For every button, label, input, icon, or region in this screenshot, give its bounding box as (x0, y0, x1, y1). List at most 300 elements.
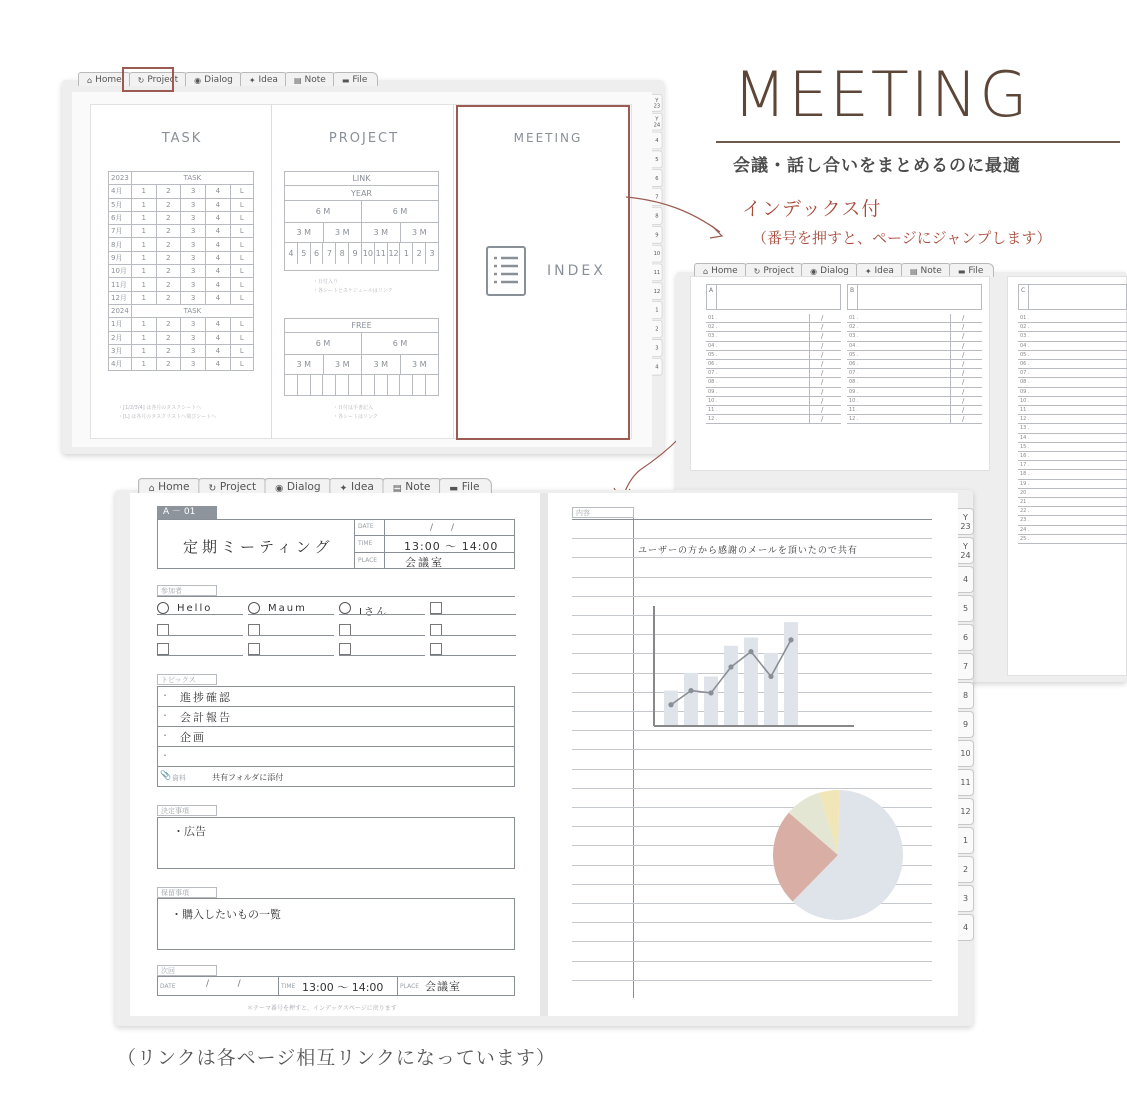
task-link-cell[interactable]: 4 (205, 225, 230, 238)
content-rule (572, 596, 932, 597)
index-row[interactable] (1018, 314, 1127, 323)
index-row[interactable] (706, 323, 841, 332)
task-link-cell[interactable]: 4 (205, 358, 230, 371)
task-link-cell[interactable]: L (230, 185, 253, 198)
participant-checkbox[interactable] (430, 643, 442, 655)
index-row-number: 08 . (708, 379, 718, 386)
task-link-cell[interactable]: 4 (205, 291, 230, 304)
task-link-cell[interactable]: L (230, 331, 253, 344)
task-link-cell[interactable]: 1 (131, 291, 156, 304)
index-row[interactable] (1018, 332, 1127, 341)
next-divider-2 (397, 976, 398, 996)
side-tab[interactable]: 4 (652, 358, 662, 376)
link-cell[interactable]: 3 M (323, 223, 362, 242)
participant-rule (430, 635, 516, 636)
index-row-number: 10 . (1020, 397, 1030, 404)
chart-point (788, 637, 793, 642)
link-cell[interactable]: 3 (425, 243, 438, 264)
index-row-slash: / (962, 360, 965, 368)
index-row[interactable] (1018, 461, 1127, 470)
page-subtitle: 会議・話し合いをまとめるのに最適 (733, 156, 1021, 176)
index-column-a (706, 284, 841, 474)
home-icon: ⌂ (148, 482, 155, 493)
task-link-cell[interactable]: L (230, 318, 253, 331)
index-row[interactable] (1018, 452, 1127, 461)
task-link-cell[interactable]: 1 (131, 358, 156, 371)
task-link-cell[interactable]: L (230, 358, 253, 371)
task-link-cell[interactable]: 1 (131, 198, 156, 211)
task-link-cell[interactable]: 1 (131, 331, 156, 344)
index-row[interactable] (1018, 360, 1127, 369)
task-link-cell[interactable]: 2 (156, 331, 181, 344)
task-link-cell[interactable]: 3 (181, 198, 206, 211)
index-row[interactable] (706, 314, 841, 323)
task-link-cell[interactable]: 1 (131, 211, 156, 224)
index-row-number: 07 . (1020, 370, 1030, 377)
link-cell[interactable]: 11 (374, 243, 387, 264)
task-link-cell[interactable]: 4 (205, 344, 230, 357)
bar-line-chart (646, 602, 860, 730)
side-tab[interactable]: Y 24 (958, 537, 974, 564)
next-date-slashes: / / (206, 979, 241, 989)
index-row[interactable] (1018, 480, 1127, 489)
side-tab[interactable]: 11 (652, 264, 662, 282)
index-row-number: 05 . (849, 351, 859, 358)
task-link-cell[interactable]: 4 (205, 251, 230, 264)
side-tab[interactable]: 12 (958, 798, 974, 825)
side-tab[interactable]: 3 (958, 885, 974, 912)
index-row[interactable] (706, 397, 841, 406)
index-row-number: 22 . (1020, 508, 1030, 515)
task-link-cell[interactable]: 3 (181, 238, 206, 251)
topic-rule (157, 706, 515, 707)
task-link-cell[interactable]: 2 (156, 358, 181, 371)
index-row[interactable] (706, 369, 841, 378)
side-tab[interactable]: 9 (958, 711, 974, 738)
task-link-cell[interactable]: 1 (131, 278, 156, 291)
index-row-number: 01 . (708, 315, 718, 321)
side-tab[interactable]: 5 (958, 595, 974, 622)
tab-note[interactable] (901, 263, 953, 277)
side-tab[interactable]: 4 (652, 132, 662, 150)
free-cell[interactable]: 3 M (361, 355, 400, 374)
side-tab[interactable]: 3 (652, 339, 662, 357)
tab-label: File (968, 266, 984, 276)
task-link-cell[interactable]: 3 (181, 331, 206, 344)
link-cell[interactable]: 3 M (400, 223, 439, 242)
index-row-slash: / (962, 387, 965, 396)
index-row[interactable] (706, 406, 841, 415)
next-divider-1 (278, 976, 279, 996)
topic-bullet: ・ (161, 711, 169, 720)
tab-label: Note (304, 75, 326, 85)
task-link-cell[interactable]: L (230, 344, 253, 357)
task-link-cell[interactable]: 2 (156, 251, 181, 264)
task-link-cell[interactable]: 4 (205, 265, 230, 278)
topic-bullet: ・ (161, 751, 169, 760)
index-row[interactable] (847, 351, 982, 360)
task-link-cell[interactable]: L (230, 291, 253, 304)
index-column-header (1018, 284, 1127, 310)
side-tab[interactable]: 10 (652, 245, 662, 263)
task-link-cell[interactable]: 2 (156, 318, 181, 331)
side-tab[interactable]: 2 (958, 856, 974, 883)
task-link-cell[interactable]: 1 (131, 225, 156, 238)
link-cell[interactable]: 8 (335, 243, 348, 264)
index-row-number: 06 . (849, 361, 859, 367)
free-cell[interactable]: 3 M (296, 360, 312, 369)
side-tab[interactable]: 9 (652, 226, 662, 244)
next-place-label: PLACE (400, 983, 420, 990)
chart-bar (684, 673, 698, 726)
index-row[interactable] (847, 360, 982, 369)
side-tab[interactable]: 11 (958, 769, 974, 796)
topics-label: トピックス (157, 674, 217, 685)
index-row-number: 11 . (708, 407, 718, 413)
index-row[interactable] (847, 332, 982, 341)
decisions-label: 決定事項 (157, 805, 217, 816)
index-row-divider (809, 342, 810, 351)
tab-label: File (461, 481, 480, 494)
tab-label: Project (219, 481, 257, 494)
tab-idea[interactable] (856, 263, 905, 277)
index-row[interactable] (1018, 489, 1127, 498)
index-row-number: 08 . (1020, 379, 1030, 386)
task-link-cell[interactable]: 2 (156, 278, 181, 291)
idea-icon: ✦ (864, 266, 872, 276)
month-label: 12月 (109, 291, 132, 304)
time-label: TIME (358, 540, 373, 547)
index-column-c (1018, 284, 1127, 669)
index-row-slash: / (962, 369, 965, 378)
index-row-number: 08 . (849, 379, 859, 386)
task-link-cell[interactable]: 3 (181, 225, 206, 238)
task-link-cell[interactable]: L (230, 198, 253, 211)
participant-checkbox[interactable] (248, 643, 260, 655)
next-time-label: TIME (281, 983, 296, 990)
index-row[interactable] (1018, 406, 1127, 415)
tab-label: Dialog (286, 481, 321, 494)
tab-home[interactable] (694, 263, 749, 277)
index-row[interactable] (847, 378, 982, 387)
index-row[interactable] (1018, 516, 1127, 525)
side-tab[interactable]: 2 (652, 320, 662, 338)
task-link-cell[interactable]: 3 (181, 185, 206, 198)
side-tab[interactable]: 1 (652, 301, 662, 319)
task-link-cell[interactable]: L (230, 278, 253, 291)
index-row[interactable] (1018, 369, 1127, 378)
decisions-box (157, 817, 515, 869)
month-label: 9月 (109, 251, 132, 264)
task-link-cell[interactable]: 2 (156, 185, 181, 198)
index-row[interactable] (847, 406, 982, 415)
index-row[interactable] (1018, 388, 1127, 397)
task-link-cell[interactable]: 1 (131, 251, 156, 264)
participant-checkbox[interactable] (248, 602, 260, 614)
task-link-cell[interactable]: 4 (205, 185, 230, 198)
index-row[interactable] (706, 378, 841, 387)
index-row[interactable] (1018, 397, 1127, 406)
participant-checkbox[interactable] (339, 643, 351, 655)
task-link-cell[interactable]: 3 (181, 318, 206, 331)
content-rule (572, 980, 932, 981)
participant-name: Maum (268, 603, 307, 614)
task-link-cell[interactable]: 4 (205, 318, 230, 331)
index-row[interactable] (706, 415, 841, 424)
index-row-number: 01 . (1020, 315, 1030, 321)
index-row[interactable] (847, 342, 982, 351)
index-row-divider (950, 342, 951, 351)
index-row-number: 20 . (1020, 489, 1030, 496)
task-link-cell[interactable]: 3 (181, 344, 206, 357)
side-tab[interactable]: 1 (958, 827, 974, 854)
index-row-number: 11 . (849, 407, 859, 413)
task-link-cell[interactable]: L (230, 251, 253, 264)
participant-checkbox[interactable] (157, 602, 169, 614)
index-row-slash: / (821, 332, 824, 341)
tab-label: Project (763, 266, 795, 276)
index-row-number: 23 . (1020, 517, 1030, 524)
link-cell[interactable]: 3 M (361, 223, 400, 242)
note-icon: ▤ (909, 266, 918, 276)
link-cell[interactable]: 3 M (296, 228, 312, 237)
participant-checkbox[interactable] (430, 602, 442, 614)
index-row-slash: / (821, 387, 824, 396)
task-link-cell[interactable]: L (230, 265, 253, 278)
month-label: 3月 (109, 344, 132, 357)
link-cell[interactable]: 7 (322, 243, 335, 264)
task-link-cell[interactable]: 2 (156, 225, 181, 238)
footer-caption: （リンクは各ページ相互リンクになっています） (117, 1047, 556, 1069)
index-row[interactable] (1018, 535, 1127, 544)
tab-label: Note (920, 266, 942, 276)
free-cell[interactable]: 3 M (323, 355, 362, 374)
task-link-cell[interactable]: 4 (205, 331, 230, 344)
index-row[interactable] (847, 314, 982, 323)
participant-checkbox[interactable] (339, 602, 351, 614)
participant-rule (248, 614, 334, 615)
side-tab[interactable]: Y 24 (652, 113, 662, 131)
index-row[interactable] (1018, 507, 1127, 516)
side-tab[interactable]: 6 (652, 169, 662, 187)
side-tab[interactable]: Y 23 (652, 94, 662, 112)
task-link-cell[interactable]: 3 (181, 358, 206, 371)
tab-file[interactable] (949, 263, 995, 277)
meeting-column-title[interactable]: MEETING (513, 131, 583, 145)
link-cell[interactable]: 6 (310, 243, 323, 264)
task-link-cell[interactable]: 3 (181, 251, 206, 264)
link-cell[interactable]: 1 (399, 243, 412, 264)
index-row[interactable] (706, 332, 841, 341)
task-link-cell[interactable]: 3 (181, 291, 206, 304)
index-feature-note: （番号を押すと、ページにジャンプします） (752, 229, 1052, 247)
tab-label: File (352, 75, 368, 85)
index-row-slash: / (962, 415, 965, 424)
index-row[interactable] (1018, 526, 1127, 535)
index-row[interactable] (847, 388, 982, 397)
project-icon: ↻ (208, 482, 217, 493)
index-row-number: 09 . (1020, 388, 1030, 395)
side-tab[interactable]: 5 (652, 151, 662, 169)
task-link-cell[interactable]: 1 (131, 238, 156, 251)
task-section-label: TASK (131, 304, 253, 317)
index-row[interactable] (1018, 424, 1127, 433)
idea-icon: ✦ (339, 482, 348, 493)
task-column-title: TASK (161, 131, 203, 146)
index-row-divider (950, 314, 951, 323)
index-row[interactable] (1018, 498, 1127, 507)
side-tab[interactable]: 7 (958, 653, 974, 680)
side-tab[interactable]: 8 (652, 207, 662, 225)
index-row[interactable] (1018, 342, 1127, 351)
tab-project[interactable] (745, 263, 806, 277)
task-link-cell[interactable]: 2 (156, 291, 181, 304)
index-row-slash: / (821, 360, 824, 368)
index-row-slash: / (962, 314, 965, 322)
link-cell[interactable]: 2 (412, 243, 425, 264)
side-tab[interactable]: Y 23 (958, 508, 974, 535)
index-row[interactable] (706, 351, 841, 360)
free-cell[interactable]: 6 M (315, 339, 331, 348)
index-row-divider (950, 369, 951, 378)
task-link-cell[interactable]: L (230, 225, 253, 238)
side-tab[interactable]: 12 (652, 283, 662, 301)
index-row[interactable] (706, 388, 841, 397)
link-cell[interactable]: 5 (297, 243, 310, 264)
link-cell[interactable]: 9 (348, 243, 361, 264)
side-tab[interactable]: 4 (958, 914, 974, 941)
task-link-cell[interactable]: 2 (156, 344, 181, 357)
month-label: 4月 (109, 185, 132, 198)
index-row[interactable] (847, 415, 982, 424)
task-link-cell[interactable]: 1 (131, 185, 156, 198)
index-column-letter: A (709, 287, 714, 294)
index-row[interactable] (1018, 415, 1127, 424)
index-row-number: 21 . (1020, 499, 1030, 505)
index-row[interactable] (706, 342, 841, 351)
side-tab[interactable]: 10 (958, 740, 974, 767)
participant-rule (248, 635, 334, 636)
index-label[interactable]: INDEX (547, 263, 606, 279)
chart-bar (764, 653, 778, 726)
link-cell[interactable]: LINK (352, 174, 371, 183)
free-cell[interactable]: 3 M (400, 355, 439, 374)
title-box-divider-2 (384, 519, 385, 569)
task-link-cell[interactable]: 2 (156, 211, 181, 224)
index-row[interactable] (847, 369, 982, 378)
next-meeting-label: 次回 (157, 965, 217, 976)
participant-checkbox[interactable] (157, 643, 169, 655)
index-row-number: 06 . (708, 361, 718, 367)
task-link-cell[interactable]: 4 (205, 198, 230, 211)
link-cell[interactable]: YEAR (351, 188, 372, 198)
index-row[interactable] (1018, 378, 1127, 387)
side-tab[interactable]: 7 (652, 188, 662, 206)
index-row[interactable] (847, 397, 982, 406)
tab-label: Home (158, 481, 190, 494)
index-row[interactable] (706, 360, 841, 369)
task-link-cell[interactable]: 1 (131, 318, 156, 331)
participant-rule (157, 635, 243, 636)
index-row-slash: / (962, 350, 965, 359)
task-link-cell[interactable]: 2 (156, 238, 181, 251)
link-cell[interactable]: 6 M (315, 207, 331, 216)
task-link-cell[interactable]: 4 (205, 278, 230, 291)
index-row-slash: / (821, 314, 824, 322)
next-time-value: 13:00 ～ 14:00 (302, 981, 384, 994)
task-link-cell[interactable]: 3 (181, 265, 206, 278)
task-link-cell[interactable]: 1 (131, 344, 156, 357)
task-link-cell[interactable]: L (230, 211, 253, 224)
index-header-divider (1028, 284, 1029, 310)
task-link-cell[interactable]: 2 (156, 198, 181, 211)
task-link-cell[interactable]: 3 (181, 211, 206, 224)
side-tab[interactable]: 8 (958, 682, 974, 709)
title-box-divider (354, 519, 355, 569)
content-text: ユーザーの方から感謝のメールを頂いたので共有 (638, 546, 858, 556)
index-row-number: 06 . (1020, 361, 1030, 367)
month-label: 6月 (109, 211, 132, 224)
index-feature-label: インデックス付 (742, 198, 882, 220)
index-row-number: 14 . (1020, 434, 1030, 441)
index-row-slash: / (962, 396, 965, 405)
index-row-divider (950, 388, 951, 397)
time-value: 13:00 ～ 14:00 (404, 540, 499, 553)
index-row[interactable] (1018, 351, 1127, 360)
content-rule (572, 519, 932, 520)
task-link-cell[interactable]: 4 (205, 211, 230, 224)
free-cell[interactable]: 6 M (361, 333, 438, 354)
dialog-icon: ◉ (275, 482, 284, 493)
place-label: PLACE (358, 557, 378, 564)
task-link-cell[interactable]: 2 (156, 265, 181, 278)
index-row-number: 10 . (708, 397, 718, 404)
index-row-divider (950, 351, 951, 360)
index-row-divider (950, 397, 951, 406)
content-rule (572, 941, 932, 942)
index-row[interactable] (847, 323, 982, 332)
index-row[interactable] (1018, 443, 1127, 452)
side-tab[interactable]: 6 (958, 624, 974, 651)
index-row[interactable] (1018, 323, 1127, 332)
index-row-slash: / (821, 415, 824, 424)
tab-label: Note (405, 481, 431, 494)
link-cell[interactable]: 12 (387, 243, 400, 264)
file-icon: ▬ (341, 75, 350, 85)
index-row-divider (809, 415, 810, 424)
link-cell[interactable]: 10 (361, 243, 374, 264)
index-row-divider (809, 351, 810, 360)
participant-name: Hello (177, 603, 213, 614)
task-link-cell[interactable]: 1 (131, 265, 156, 278)
side-tab[interactable]: 4 (958, 566, 974, 593)
index-row[interactable] (1018, 470, 1127, 479)
task-link-cell[interactable]: L (230, 238, 253, 251)
task-link-cell[interactable]: 3 (181, 278, 206, 291)
free-cell[interactable]: FREE (351, 321, 372, 330)
month-label: 4月 (109, 358, 132, 371)
index-row[interactable] (1018, 434, 1127, 443)
content-rule (572, 769, 932, 770)
content-rule (572, 538, 932, 539)
tab-dialog[interactable] (801, 263, 860, 277)
content-rule (572, 730, 932, 731)
link-cell[interactable]: 4 (288, 249, 294, 258)
chart-point (768, 674, 773, 679)
index-row-slash: / (821, 323, 824, 332)
link-cell[interactable]: 6 M (361, 201, 438, 222)
task-link-cell[interactable]: 4 (205, 238, 230, 251)
